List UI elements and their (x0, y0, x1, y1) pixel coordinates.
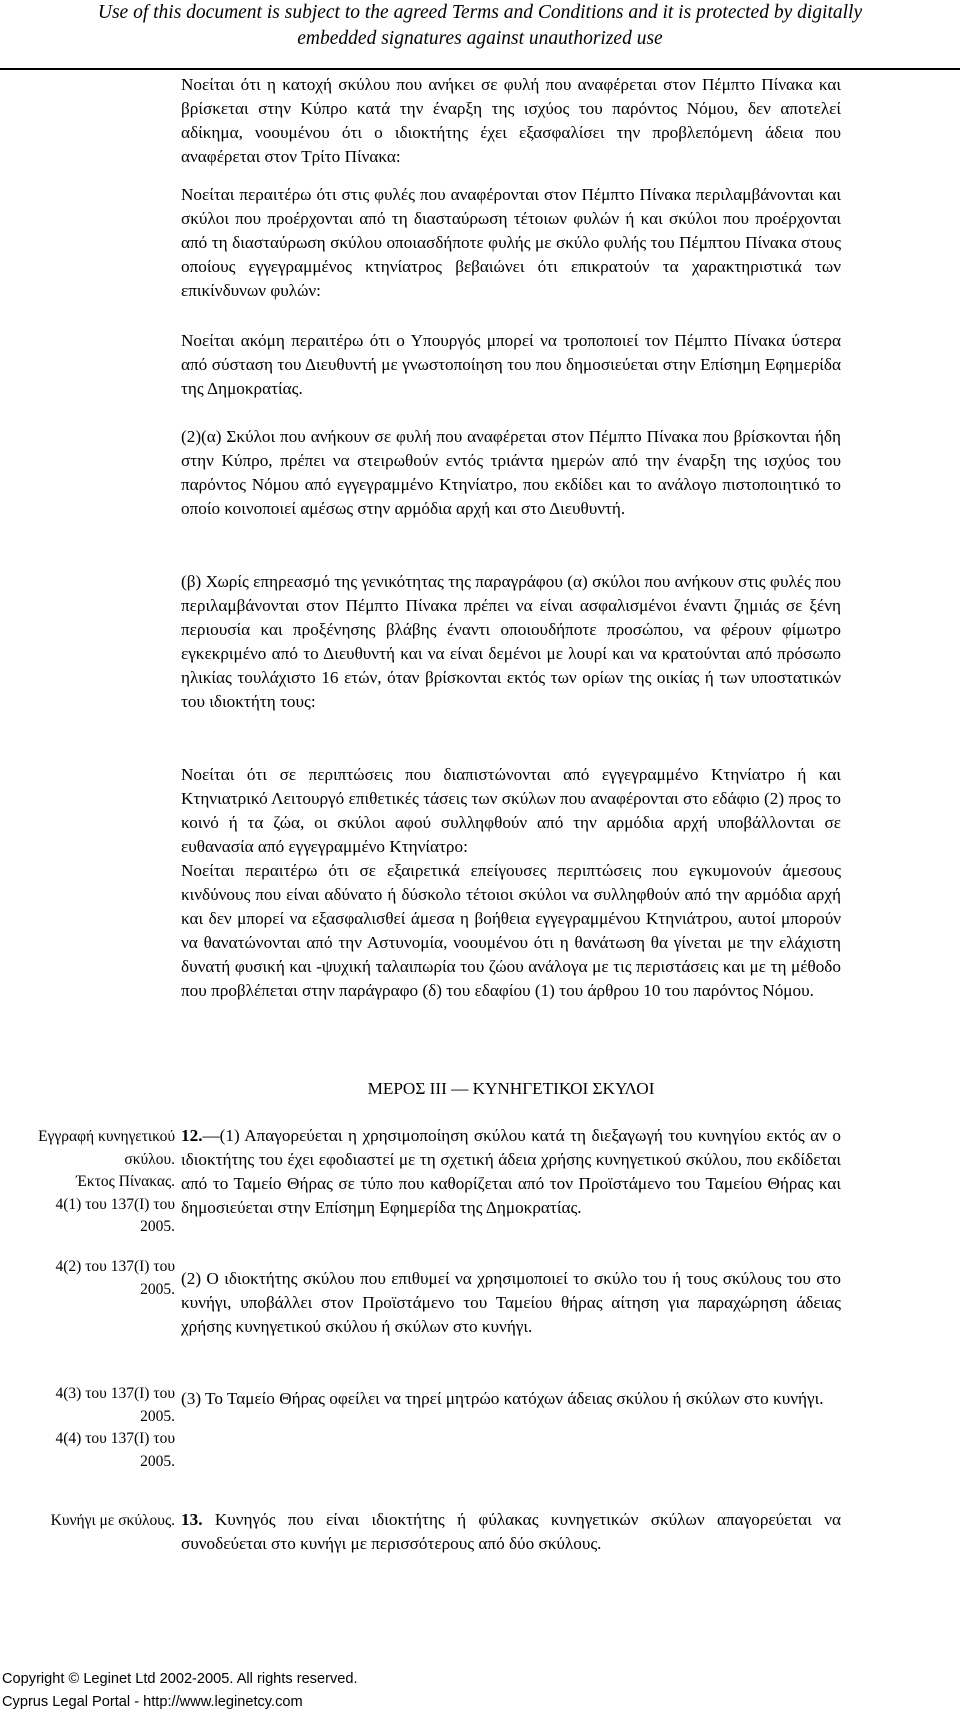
paragraph-4 (181, 425, 841, 521)
section-12-subsection-3 (181, 1387, 841, 1411)
paragraph-text: Νοείται περαιτέρω ότι σε εξαιρετικά επείγουσες περιπτώσεις που εγκυμονούν άμεσους κινδύνους που είναι αδύνατο ή δύσκολο τέτοιοι σκύλοι να συλληφθούν από την αρμόδια αρχή και δεν μπορεί να εξασφαλισθεί άμεσα η βοήθεια εγγεγραμμένου Κτηνιάτρου, αυτοί μπορούν να θανατώνονται από την Αστυνομία, νοουμένου ότι η θανάτωση θα γίνεται με την ελάχιστη δυνατή φυσική και -ψυχική ταλαιπωρία του ζώου ανάλογα με τις περιστάσεις και με τη μέθοδο που προβλέπεται στην παράγραφο (δ) του εδαφίου (1) του άρθρου 10 του παρόντος Νόμου. (181, 861, 841, 1000)
paragraph-6 (181, 763, 841, 859)
margin-note-line: 4(1) του 137(Ι) του (55, 1195, 175, 1213)
paragraph-1 (181, 73, 841, 169)
margin-note-line: Εγγραφή κυνηγετικού (38, 1128, 175, 1145)
paragraph-text: Νοείται ότι η κατοχή σκύλου που ανήκει σε φυλή που αναφέρεται στον Πέμπτο Πίνακα και βρίσκεται στην Κύπρο κατά την έναρξη της ισχύος του παρόντος Νόμου, δεν αποτελεί αδίκημα, νοουμένου ότι ο ιδιοκτήτης έχει εξασφαλίσει την προβλεπόμενη άδεια που αναφέρεται στον Τρίτο Πίνακα: (181, 75, 841, 166)
subsection-text: —(1) Απαγορεύεται η χρησιμοποίηση σκύλου κατά τη διεξαγωγή του κυνηγίου εκτός αν ο ιδιοκτήτης του έχει εφοδιαστεί με τη σχετική άδεια χρήσης κυνηγετικού σκύλου, που εκδίδεται από το Ταμείο Θήρας σε τύπο που καθορίζεται από τον Προϊστάμενο του Ταμείου Θήρας και δημοσιεύεται στην Επίσημη Εφημερίδα της Δημοκρατίας. (181, 1126, 841, 1217)
subsection-text: (2) Ο ιδιοκτήτης σκύλου που επιθυμεί να χρησιμοποιεί το σκύλο του ή τους σκύλους του στο κυνήγι, υποβάλλει στον Προϊστάμενο του Ταμείου θήρας αίτηση για παραχώρηση άδειας χρήσης κυνηγετικού σκύλου ή σκύλων στο κυνήγι. (181, 1269, 841, 1336)
paragraph-text: Νοείται ότι σε περιπτώσεις που διαπιστώνονται από εγγεγραμμένο Κτηνίατρο ή και Κτηνιατρικό Λειτουργό επιθετικές τάσεις των σκύλων που αναφέρονται στο εδάφιο (2) προς το κοινό ή τα ζώα, οι σκύλοι αφού συλληφθούν από την αρμόδια αρχή υποβάλλονται σε ευθανασία από εγγεγραμμένο Κτηνίατρο: (181, 765, 841, 856)
paragraph-7 (181, 859, 841, 1003)
margin-note-line: Κυνήγι με σκύλους. (50, 1512, 175, 1529)
paragraph-text: (β) Χωρίς επηρεασμό της γενικότητας της παραγράφου (α) σκύλοι που ανήκουν στις φυλές που περιλαμβάνονται στον Πέμπτο Πίνακα πρέπει να είναι ασφαλισμένοι έναντι ζημιάς σε ξένη περιουσία και προξένησης βλάβης έναντι οποιουδήποτε προσώπου, να φέρουν φίμωτρο εγκεκριμένο από το Διευθυντή και να είναι δεμένοι με λουρί και να κρατούνται από πρόσωπο ηλικίας τουλάχιστο 16 ετών, όταν βρίσκονται εκτός των ορίων της οικίας ή των υποστατικών του ιδιοκτήτη τους: (181, 572, 841, 711)
paragraph-text: Νοείται περαιτέρω ότι στις φυλές που αναφέρονται στον Πέμπτο Πίνακα περιλαμβάνονται και σκύλοι που προέρχονται από τη διασταύρωση τέτοιων φυλών ή και σκύλοι που προέρχονται από τη διασταύρωση σκύλου οποιασδήποτε φυλής με σκύλο φυλής του Πέμπτου Πίνακα στους οποίους εγγεγραμμένος κτηνίατρος βεβαιώνει ότι επικρατούν τα χαρακτηριστικά των επικίνδυνων φυλών: (181, 185, 841, 300)
section-13 (181, 1508, 841, 1556)
header-divider (0, 68, 960, 70)
section-text: Κυνηγός που είναι ιδιοκτήτης ή φύλακας κυνηγετικών σκύλων απαγορεύεται να συνοδεύεται στο κυνήγι με περισσότερους από δύο σκύλους. (181, 1510, 841, 1553)
header-line-2: embedded signatures against unauthorized use (297, 28, 663, 49)
copyright-footer (2, 1668, 358, 1714)
part-heading: ΜΕΡΟΣ ΙΙΙ — ΚΥΝΗΓΕΤΙΚΟΙ ΣΚΥΛΟΙ (367, 1079, 655, 1098)
margin-note-line: 4(2) του 137(Ι) του (55, 1258, 175, 1275)
margin-note-line: 2005. (140, 1280, 175, 1298)
section-12-subsection-1 (181, 1124, 841, 1220)
paragraph-2 (181, 183, 841, 303)
margin-note-hunting (0, 1510, 175, 1533)
margin-note-line: 2005. (140, 1218, 175, 1235)
section-number: 13. (181, 1510, 203, 1529)
margin-note-line: Έκτος Πίνακας. (76, 1173, 175, 1190)
copyright-notice-header (0, 0, 960, 52)
margin-note-4-2 (0, 1256, 175, 1301)
footer-copyright: Copyright © Leginet Ltd 2002-2005. All rights reserved. (2, 1671, 358, 1687)
margin-note-line: 2005. (140, 1407, 175, 1425)
header-line-1: Use of this document is subject to the agreed Terms and Conditions and it is protected by digitally (97, 2, 863, 23)
section-12-subsection-2 (181, 1267, 841, 1339)
margin-note-line: 4(4) του 137(Ι) του (55, 1430, 175, 1447)
margin-note-line: 2005. (140, 1452, 175, 1470)
margin-note-line: 4(3) του 137(Ι) του (55, 1385, 175, 1402)
paragraph-3 (181, 329, 841, 401)
section-number: 12. (181, 1126, 203, 1145)
subsection-text: (3) Το Ταμείο Θήρας οφείλει να τηρεί μητρώο κατόχων άδειας σκύλου ή σκύλων στο κυνήγι. (181, 1389, 824, 1408)
footer-portal-link[interactable]: Cyprus Legal Portal - http://www.leginetcy.com (2, 1694, 303, 1710)
paragraph-text: Νοείται ακόμη περαιτέρω ότι ο Υπουργός μπορεί να τροποποιεί τον Πέμπτο Πίνακα ύστερα από σύσταση του Διευθυντή με γνωστοποίηση του που δημοσιεύεται στην Επίσημη Εφημερίδα της Δημοκρατίας. (181, 331, 841, 398)
margin-note-line: σκύλου. (124, 1150, 175, 1168)
margin-note-registration (0, 1126, 175, 1239)
margin-note-4-3-4-4 (0, 1383, 175, 1473)
paragraph-text: (2)(α) Σκύλοι που ανήκουν σε φυλή που αναφέρεται στον Πέμπτο Πίνακα που βρίσκονται ήδη στην Κύπρο, πρέπει να στειρωθούν εντός τριάντα ημερών από την έναρξη της ισχύος του παρόντος Νόμου από εγγεγραμμένο Κτηνίατρο, που εκδίδει και το ανάλογο πιστοποιητικό το οποίο κοινοποιεί αμέσως στην αρμόδια αρχή και στο Διευθυντή. (181, 427, 841, 518)
paragraph-5 (181, 570, 841, 714)
